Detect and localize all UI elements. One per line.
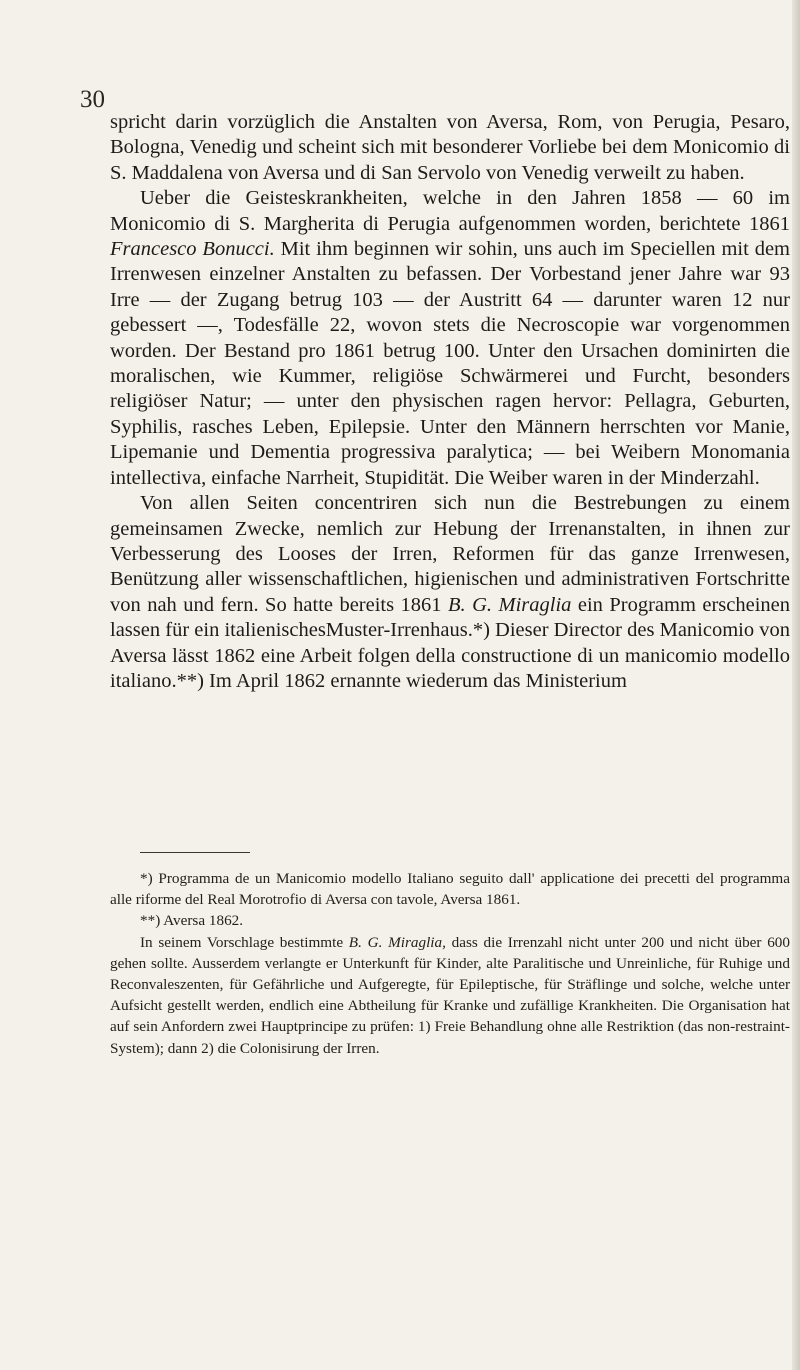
paragraph-2-text-a: Ueber die Geisteskrankheiten, welche in den Jahren 1858 — 60 im Monicomio di S. Margherita di Perugia aufgenommen worden, berichtete 1861: [110, 187, 790, 235]
footnote-3-text-a: In seinem Vorschlage bestimmte: [140, 933, 349, 951]
paragraph-1: spricht darin vorzüglich die Anstalten von Aversa, Rom, von Perugia, Pesaro, Bologna, Venedig und scheint sich mit besonderer Vorliebe bei dem Monicomio di S. Maddalena von Aversa und di San Servolo von Venedig verweilt zu haben.: [110, 111, 790, 184]
footnotes: [110, 868, 790, 1059]
author-name-bonucci: Francesco Bonucci.: [110, 238, 275, 261]
paragraph-3-text-b: ein Programm erscheinen lassen für ein italienischesMuster-Irrenhaus.*) Dieser Director des Manicomio von Aversa lässt 1862 eine Arbeit folgen della constructione di un manicomio modello italiano.**) Im April 1862 ernannte wiederum das Ministerium: [110, 593, 791, 692]
footnote-2: **) Aversa 1862.: [140, 912, 244, 930]
paragraph-3: [110, 491, 790, 694]
footnote-1: *) Programma de un Manicomio modello Italiano seguito dall' applicatione dei precetti del programma alle riforme del Real Morotrofio di Aversa con tavole, Aversa 1861.: [110, 870, 790, 909]
footnote-3: [110, 932, 790, 1059]
footnote-author-miraglia: B. G. Miraglia,: [348, 933, 446, 951]
page-edge-shadow: [792, 0, 800, 1370]
page-number: 30: [80, 86, 105, 113]
paragraph-3-text-a: Von allen Seiten concentriren sich nun die Bestrebungen zu einem gemeinsamen Zwecke, nemlich zur Hebung der Irrenanstalten, in ihnen zur Verbesserung des Looses der Irren, Reformen für das ganze Irrenwesen, Benützung aller wissenschaftlichen, higienischen und administrativen Fortschritte von nah und fern. So hatte bereits 1861: [110, 492, 790, 616]
main-text: [110, 110, 790, 694]
footnote-3-text-b: dass die Irrenzahl nicht unter 200 und nicht über 600 gehen sollte. Ausserdem verlangte er Unterkunft für Kinder, alte Paralitische und Unreinliche, für Ruhige und Reconvaleszenten, für Gefährliche und Aufgeregte, für Epileptische, für Sträflinge und solche, welche unter Aufsicht gestellt werden, endlich eine Abtheilung für Kranke und zufällige Krankheiten. Die Organisation hat auf sein Anfordern zwei Hauptprincipe zu prüfen: 1) Freie Behandlung ohne alle Restriktion (das non-restraint-System); dann 2) die Colonisirung der Irren.: [110, 933, 790, 1057]
footnote-divider: [140, 852, 250, 853]
author-name-miraglia: B. G. Miraglia: [448, 593, 572, 616]
paragraph-2: [110, 186, 790, 491]
paragraph-2-text-b: Mit ihm beginnen wir sohin, uns auch im Speciellen mit dem Irrenwesen einzelner Anstalten zu befassen. Der Vorbestand jener Jahre war 93 Irre — der Zugang betrug 103 — der Austritt 64 — darunter waren 12 nur gebessert —, Todesfälle 22, wovon stets die Necroscopie war vorgenommen worden. Der Bestand pro 1861 betrug 100. Unter den Ursachen dominirten die moralischen, wie Kummer, religiöse Schwärmerei und Furcht, besonders religiöser Natur; — unter den physischen ragen hervor: Pellagra, Geburten, Syphilis, rasches Leben, Epilepsie. Unter den Männern herrschten vor Manie, Lipemanie und Dementia progressiva paralytica; — bei Weibern Monomania intellectiva, einfache Narrheit, Stupidität. Die Weiber waren in der Minderzahl.: [110, 238, 790, 489]
